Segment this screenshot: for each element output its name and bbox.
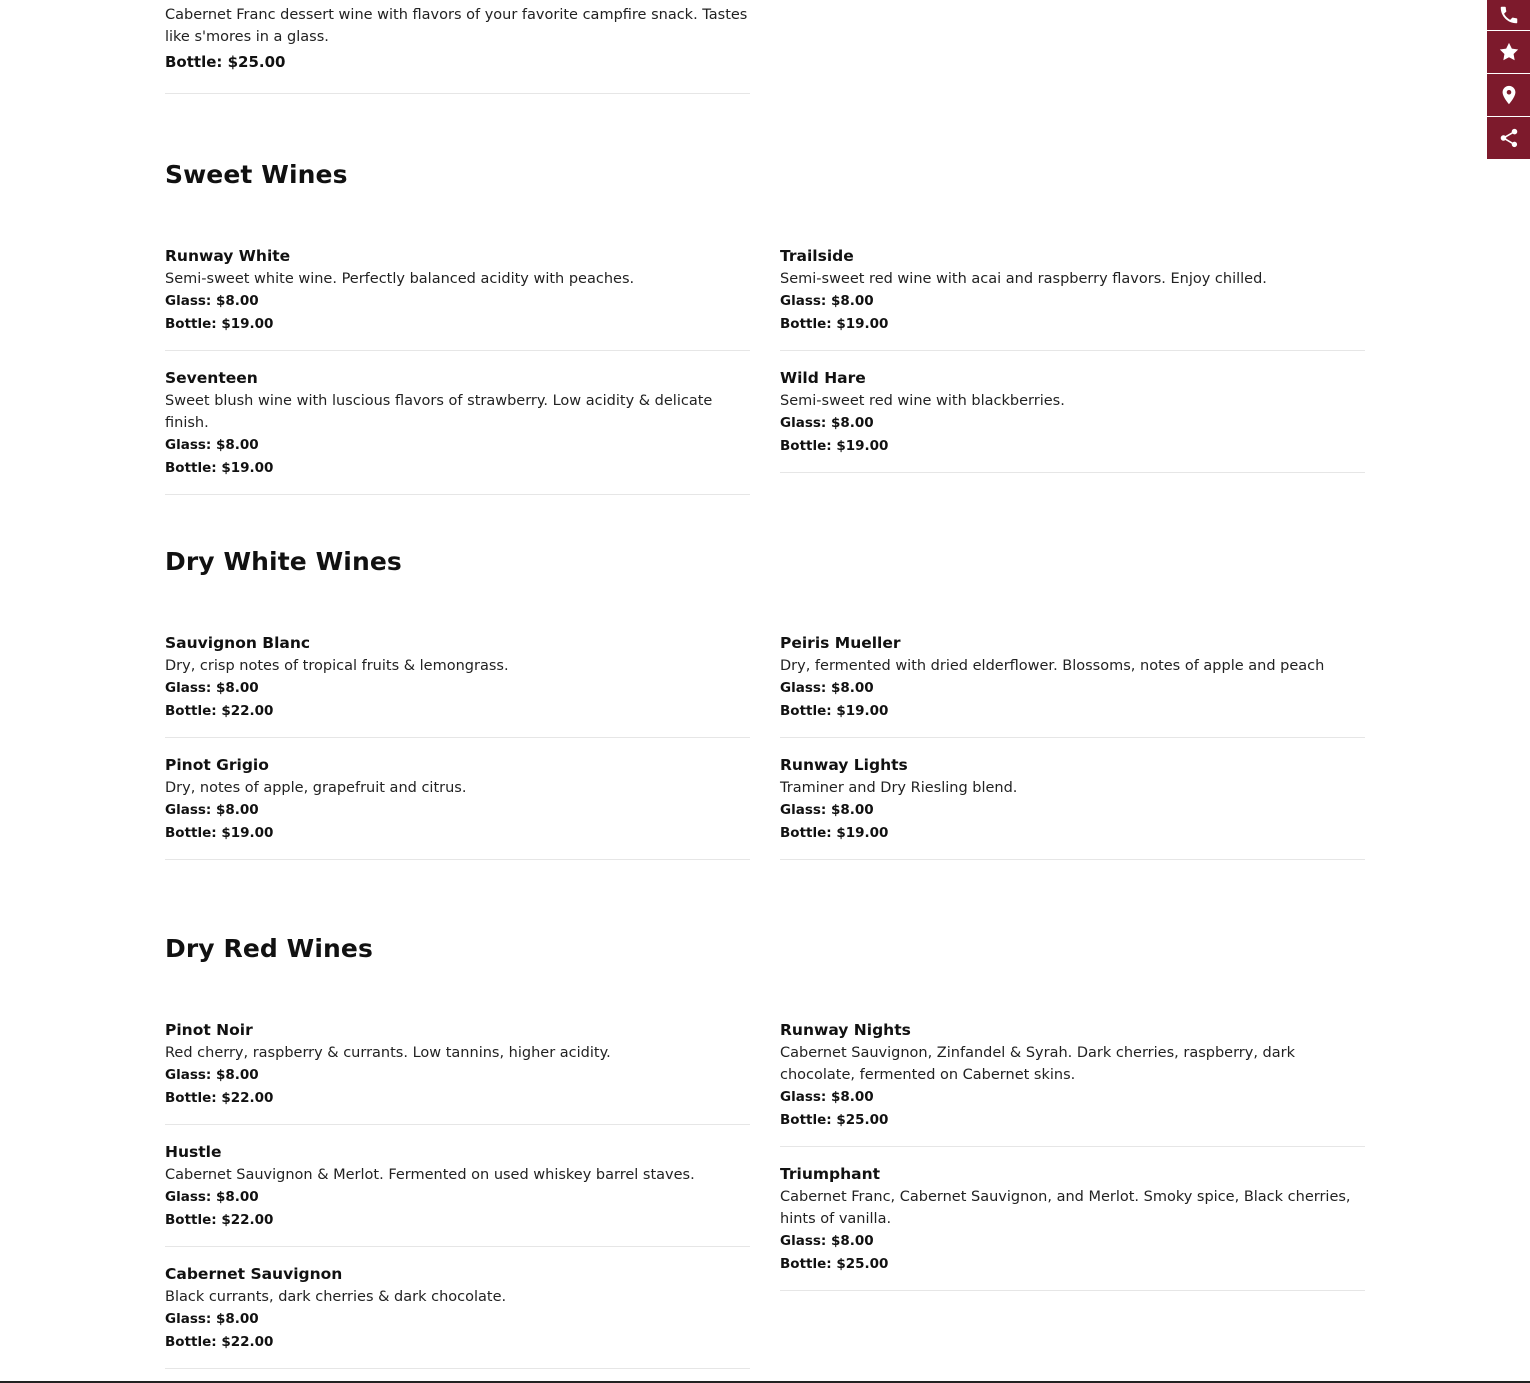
item-glass-price: Glass: $8.00 [780, 802, 874, 818]
item-bottle-price: Bottle: $19.00 [780, 702, 889, 719]
item-name: Pinot Noir [165, 1021, 253, 1039]
item-description: Cabernet Sauvignon & Merlot. Fermented on used whiskey barrel staves. [165, 1167, 695, 1183]
menu-item [780, 746, 1365, 860]
item-glass-price: Glass: $8.00 [780, 1089, 874, 1105]
section-title: Dry White Wines [165, 547, 402, 576]
item-glass-price: Glass: $8.00 [780, 1233, 874, 1249]
menu-item [165, 1011, 750, 1125]
menu-item [165, 237, 750, 351]
share-button[interactable] [1487, 117, 1530, 160]
item-description: Cabernet Franc dessert wine with flavors of your favorite campfire snack. Tastes like s'mores in a glass. [165, 7, 748, 45]
item-glass-price: Glass: $8.00 [165, 680, 259, 696]
item-name: Triumphant [780, 1165, 881, 1183]
item-glass-price: Glass: $8.00 [165, 802, 259, 818]
item-name: Sauvignon Blanc [165, 634, 311, 652]
item-name: Pinot Grigio [165, 756, 269, 774]
star-icon [1498, 41, 1520, 63]
item-glass-price: Glass: $8.00 [165, 1189, 259, 1205]
menu-item [165, 4, 750, 94]
share-icon [1498, 127, 1520, 149]
phone-icon [1498, 4, 1520, 26]
item-name: Peiris Mueller [780, 634, 901, 652]
menu-item [165, 1255, 750, 1369]
menu-item [165, 359, 750, 495]
item-bottle-price: Bottle: $19.00 [165, 315, 274, 332]
item-bottle-price: Bottle: $22.00 [165, 1089, 274, 1106]
item-glass-price: Glass: $8.00 [780, 415, 874, 431]
section-title: Dry Red Wines [165, 934, 373, 963]
item-bottle-price: Bottle: $19.00 [780, 437, 889, 454]
menu-item [780, 1011, 1365, 1147]
menu-item [165, 1133, 750, 1247]
item-description: Black currants, dark cherries & dark chocolate. [165, 1289, 507, 1305]
item-bottle-price: Bottle: $22.00 [165, 702, 274, 719]
item-glass-price: Glass: $8.00 [165, 293, 259, 309]
item-description: Semi-sweet red wine with acai and raspberry flavors. Enjoy chilled. [780, 271, 1267, 287]
item-bottle-price: Bottle: $25.00 [165, 53, 286, 71]
item-name: Cabernet Sauvignon [165, 1265, 343, 1283]
item-name: Hustle [165, 1143, 222, 1161]
reviews-button[interactable] [1487, 31, 1530, 74]
item-description: Dry, crisp notes of tropical fruits & lemongrass. [165, 658, 509, 674]
item-description: Cabernet Sauvignon, Zinfandel & Syrah. Dark cherries, raspberry, dark chocolate, fermented on Cabernet skins. [780, 1045, 1295, 1083]
item-description: Sweet blush wine with luscious flavors of strawberry. Low acidity & delicate finish. [165, 393, 713, 431]
item-name: Seventeen [165, 369, 258, 387]
item-glass-price: Glass: $8.00 [780, 680, 874, 696]
item-bottle-price: Bottle: $19.00 [780, 824, 889, 841]
item-description: Semi-sweet red wine with blackberries. [780, 393, 1065, 409]
call-button[interactable] [1487, 0, 1530, 31]
item-bottle-price: Bottle: $19.00 [165, 459, 274, 476]
item-name: Trailside [780, 247, 854, 265]
item-bottle-price: Bottle: $19.00 [165, 824, 274, 841]
menu-item [780, 359, 1365, 473]
menu-item [165, 746, 750, 860]
item-name: Runway White [165, 247, 291, 265]
section-sweet-wines [165, 160, 1365, 476]
menu-item [780, 237, 1365, 351]
menu-item [780, 624, 1365, 738]
item-glass-price: Glass: $8.00 [165, 437, 259, 453]
menu-item [780, 1155, 1365, 1291]
map-pin-icon [1498, 84, 1520, 106]
section-dry-red-wines [165, 934, 1365, 1350]
item-glass-price: Glass: $8.00 [165, 1067, 259, 1083]
item-description: Cabernet Franc, Cabernet Sauvignon, and Merlot. Smoky spice, Black cherries, hints of vanilla. [780, 1189, 1351, 1227]
item-description: Traminer and Dry Riesling blend. [780, 780, 1018, 796]
section-title: Sweet Wines [165, 160, 348, 189]
item-bottle-price: Bottle: $19.00 [780, 315, 889, 332]
item-description: Red cherry, raspberry & currants. Low tannins, higher acidity. [165, 1045, 611, 1061]
item-bottle-price: Bottle: $22.00 [165, 1211, 274, 1228]
item-description: Semi-sweet white wine. Perfectly balanced acidity with peaches. [165, 271, 635, 287]
item-bottle-price: Bottle: $22.00 [165, 1333, 274, 1350]
item-bottle-price: Bottle: $25.00 [780, 1111, 889, 1128]
item-glass-price: Glass: $8.00 [165, 1311, 259, 1327]
floating-action-bar [1487, 0, 1530, 160]
directions-button[interactable] [1487, 74, 1530, 117]
item-name: Wild Hare [780, 369, 866, 387]
section-dry-white-wines [165, 547, 1365, 841]
item-name: Runway Nights [780, 1021, 911, 1039]
menu-item [165, 624, 750, 738]
item-description: Dry, fermented with dried elderflower. Blossoms, notes of apple and peach [780, 658, 1325, 674]
item-name: Runway Lights [780, 756, 908, 774]
item-glass-price: Glass: $8.00 [780, 293, 874, 309]
item-bottle-price: Bottle: $25.00 [780, 1255, 889, 1272]
item-description: Dry, notes of apple, grapefruit and citrus. [165, 780, 467, 796]
